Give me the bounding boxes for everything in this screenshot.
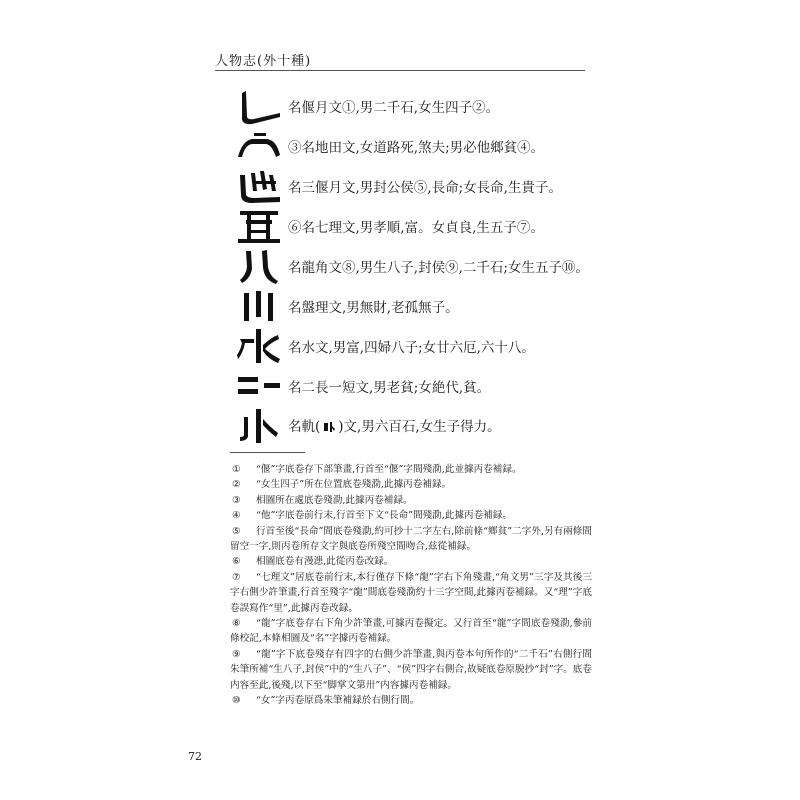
- seal-glyph-sanyanyue: [236, 166, 288, 206]
- footnote-number: ⑥: [232, 556, 241, 568]
- footnote-text: “龍”字下底卷殘存有四字的右側少許筆畫,與丙卷本句所作的“二千石”右側行間朱筆所補“生八子,封侯”中的“生八子”、“侯”四字右側合,故疑底卷原脱抄“封”字。底卷内容至此,後殘,以下至“脚掌文第卅”内容據丙卷補録。: [230, 648, 592, 691]
- entry-row: [236, 126, 596, 166]
- footnote: [230, 647, 592, 693]
- footnote-text: “女”字丙卷原爲朱筆補録於右側行間。: [256, 695, 420, 707]
- entry-text: 名偃月文①,男二千石,女生四子②。: [288, 100, 500, 116]
- footnote-text: “偃”字底卷存下部筆畫,行首至“偃”字間殘泐,此並據丙卷補録。: [256, 464, 522, 475]
- entry-text-after: )文,男六百石,女生子得力。: [338, 418, 501, 435]
- entry-row: [236, 326, 596, 366]
- footnote-number: ⑦: [232, 571, 241, 583]
- footnote-number: ③: [232, 494, 241, 506]
- seal-glyph-panli: [236, 286, 288, 326]
- footnote-text: “女生四子”所在位置底卷殘泐,此據丙卷補録。: [256, 479, 452, 491]
- footnote-number: ⑧: [232, 618, 241, 630]
- footnote-text: 相圖底卷有漫漶,此從丙卷改録。: [256, 556, 394, 568]
- footnote-text: “他”字底卷前行末,行首至下文“長命”間殘泐,此據丙卷補録。: [256, 510, 512, 522]
- footnote-number: ⑤: [232, 525, 241, 537]
- entry-row: [236, 246, 596, 286]
- footnote: [230, 524, 592, 555]
- footnote-text: 相圖所在處底卷殘泐,此據丙卷補録。: [256, 494, 413, 506]
- footnote: [230, 493, 592, 508]
- footnote: [230, 616, 592, 647]
- entry-row: [236, 406, 596, 446]
- entry-text-before: 名軌(: [288, 418, 321, 435]
- footnote-number: ⑨: [232, 648, 241, 660]
- small-seal-glyph: [322, 420, 336, 438]
- seal-glyph-gui: [236, 406, 288, 446]
- seal-glyph-ditian: [236, 126, 288, 166]
- running-header: 人物志(外十種): [215, 54, 312, 69]
- entry-text: ⑥名七理文,男孝順,富。女貞良,生五子⑦。: [288, 220, 544, 236]
- entry-row: [236, 286, 596, 326]
- seal-glyph-longjiao: [236, 246, 288, 286]
- footnote-number: ①: [232, 464, 241, 475]
- seal-glyph-qili: [236, 206, 288, 246]
- header-rule: [215, 70, 585, 71]
- footnote-number: ④: [232, 510, 241, 522]
- entry-row: [236, 206, 596, 246]
- entry-text: 名二長一短文,男老貧;女絶代,貧。: [288, 380, 491, 396]
- footnote: [230, 508, 592, 523]
- page-number: 72: [188, 750, 202, 763]
- seal-glyph-yanyue: [236, 86, 288, 126]
- entry-text: [288, 415, 501, 438]
- footnote: [230, 554, 592, 569]
- footnote-number: ⑩: [232, 695, 241, 707]
- entry-row: [236, 366, 596, 406]
- entries-list: [236, 86, 596, 446]
- entry-text: ③名地田文,女道路死,煞夫;男必他鄉貧④。: [288, 140, 545, 156]
- entry-row: [236, 86, 596, 126]
- seal-glyph-erchang-yiduan: [236, 366, 288, 406]
- footnote-rule: [230, 452, 305, 453]
- footnote: [230, 570, 592, 616]
- footnote: [230, 693, 592, 708]
- entry-text: 名三偃月文,男封公侯⑤,長命;女長命,生貴子。: [288, 180, 562, 196]
- entry-text: 名水文,男富,四婦八子;女廿六厄,六十八。: [288, 340, 535, 356]
- entry-row: [236, 166, 596, 206]
- seal-glyph-shui: [236, 326, 288, 366]
- footnote: [230, 462, 592, 477]
- footnote: [230, 477, 592, 492]
- footnote-text: 行首至後“長命”間底卷殘泐,約可抄十二字左右,除前條“鄉貧”二字外,另有兩條間留空一字,則丙卷所存文字與底卷所殘空間吻合,兹從補録。: [230, 525, 592, 553]
- footnotes: [230, 462, 592, 709]
- entry-text: 名龍角文⑧,男生八子,封侯⑨,二千石;女生五子⑩。: [288, 260, 589, 276]
- footnote-text: “七理文”居底卷前行末,本行僅存下條“龍”字右下角殘畫,“角文男”三字及其後三字右側少許筆畫,行首至殘字“龍”間底卷殘泐約十三字空間,此據丙卷補録。又“理”字底卷誤寫作“里”,此據丙卷改録。: [230, 571, 592, 614]
- entry-text: 名盤理文,男無財,老孤無子。: [288, 300, 459, 316]
- footnote-text: “龍”字底卷存右下角少許筆畫,可據丙卷擬定。又行首至“龍”字間底卷殘泐,參前條校記,本條相圖及“名”字據丙卷補録。: [230, 618, 592, 645]
- footnote-number: ②: [232, 479, 241, 491]
